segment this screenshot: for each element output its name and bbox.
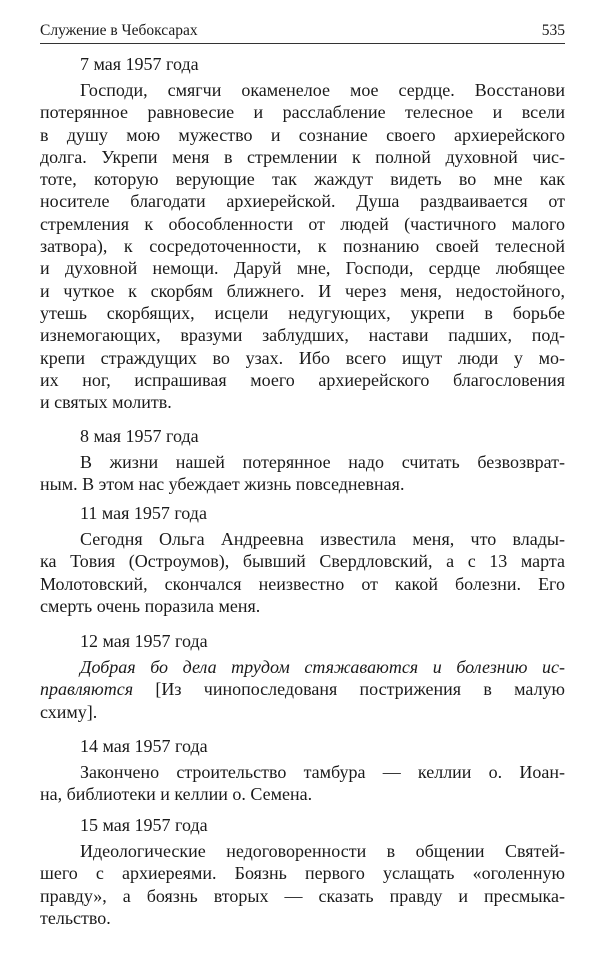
text-line: [40, 302, 565, 324]
text-segment: и чуткое к скорбям ближнего. И через меня, недостойного,: [40, 280, 565, 301]
text-segment: изнемогающих, вразуми заблудших, настави падших, под-: [40, 325, 565, 346]
text-line: [40, 573, 565, 595]
text-line: [40, 280, 565, 302]
text-segment: Молотовский, скончался неизвестно от какой болезни. Его: [40, 573, 565, 594]
text-line: [40, 862, 565, 884]
header-rule: [40, 43, 565, 44]
text-segment: ка Товия (Остроумов), бывший Свердловский, а с 13 марта: [40, 551, 565, 572]
text-line: [40, 473, 565, 495]
text-segment: носителе благодати архиерейской. Душа раздваивается от: [40, 191, 565, 212]
text-line: [40, 124, 565, 146]
text-line: [40, 451, 565, 473]
diary-entry: [40, 425, 565, 496]
text-segment: правду», а боязнь вторых — сказать правду и пресмыка-: [40, 885, 565, 906]
text-segment: шего с архиереями. Боязнь первого услащать «оголенную: [40, 863, 565, 884]
diary-entry: [40, 814, 565, 929]
text-segment: потерянное равновесие и расслабление телесное и всели: [40, 102, 565, 123]
diary-entry: [40, 53, 565, 413]
text-line: [40, 678, 565, 700]
text-line: [40, 235, 565, 257]
text-line: [40, 347, 565, 369]
text-line: [40, 656, 565, 678]
text-line: [40, 907, 565, 929]
entry-date: 8 мая 1957 года: [80, 426, 199, 446]
text-line: [40, 840, 565, 862]
text-line: [40, 391, 565, 413]
italic-quote: Добрая бо дела трудом стяжаваются и болезнию ис-: [80, 657, 565, 677]
text-line: [40, 701, 565, 723]
diary-entry: [40, 630, 565, 723]
text-segment: долга. Укрепи меня в стремлении к полной духовной чис-: [40, 146, 565, 167]
entry-date: 15 мая 1957 года: [80, 815, 208, 835]
text-line: [40, 550, 565, 572]
running-title: Служение в Чебоксарах: [40, 22, 198, 39]
text-segment: крепи страждущих во узах. Ибо всего ищут люди у мо-: [40, 347, 565, 368]
text-segment: тоте, которую верующие так жаждут видеть во мне как: [40, 169, 565, 190]
text-segment: и духовной немощи. Даруй мне, Господи, сердце любящее: [40, 258, 565, 279]
text-line: [40, 369, 565, 391]
text-segment: смерть очень поразила меня.: [40, 595, 261, 616]
text-segment: в душу мою мужество и сознание своего архиерейского: [40, 124, 565, 145]
text-segment: Господи, смягчи окаменелое мое сердце. Восстанови: [80, 80, 565, 100]
text-line: [40, 101, 565, 123]
text-segment: стремления к обособленности от людей (частичного малого: [40, 213, 565, 234]
text-line: [40, 168, 565, 190]
diary-entry: [40, 735, 565, 806]
italic-quote: правляются: [40, 679, 134, 700]
text-segment: схиму].: [40, 701, 98, 722]
text-segment: на, библиотеки и келлии о. Семена.: [40, 784, 313, 805]
text-line: [40, 528, 565, 550]
text-line: [40, 324, 565, 346]
text-line: [40, 761, 565, 783]
entry-date: 14 мая 1957 года: [80, 736, 208, 756]
text-segment: ным. В этом нас убеждает жизнь повседневная.: [40, 474, 405, 495]
page-number: 535: [541, 22, 565, 39]
text-segment: тельство.: [40, 907, 111, 928]
text-line: [40, 79, 565, 101]
text-line: [40, 146, 565, 168]
entry-date: 12 мая 1957 года: [80, 631, 208, 651]
text-segment: Сегодня Ольга Андреевна известила меня, что влады-: [80, 529, 565, 549]
text-line: [40, 257, 565, 279]
text-segment: их ног, испрашивая моего архиерейского благословения: [40, 369, 565, 390]
text-line: [40, 595, 565, 617]
entry-date: 11 мая 1957 года: [80, 503, 207, 523]
text-line: [40, 213, 565, 235]
text-segment: Идеологические недоговоренности в общении Святей-: [80, 841, 565, 861]
entry-date: 7 мая 1957 года: [80, 54, 199, 74]
text-segment: Закончено строительство тамбура — келлии о. Иоан-: [80, 762, 565, 782]
text-segment: и святых молитв.: [40, 392, 172, 413]
text-segment: В жизни нашей потерянное надо считать безвозврат-: [80, 452, 565, 472]
running-header: [40, 20, 565, 42]
diary-entry: [40, 502, 565, 617]
text-segment: утешь скорбящих, исцели недугующих, укрепи в борьбе: [40, 302, 565, 323]
text-line: [40, 190, 565, 212]
text-segment: затвора), к сосредоточенности, к познанию своей телесной: [40, 236, 565, 257]
text-line: [40, 885, 565, 907]
text-segment: [Из чинопоследованя пострижения в малую: [133, 679, 565, 700]
text-line: [40, 783, 565, 805]
